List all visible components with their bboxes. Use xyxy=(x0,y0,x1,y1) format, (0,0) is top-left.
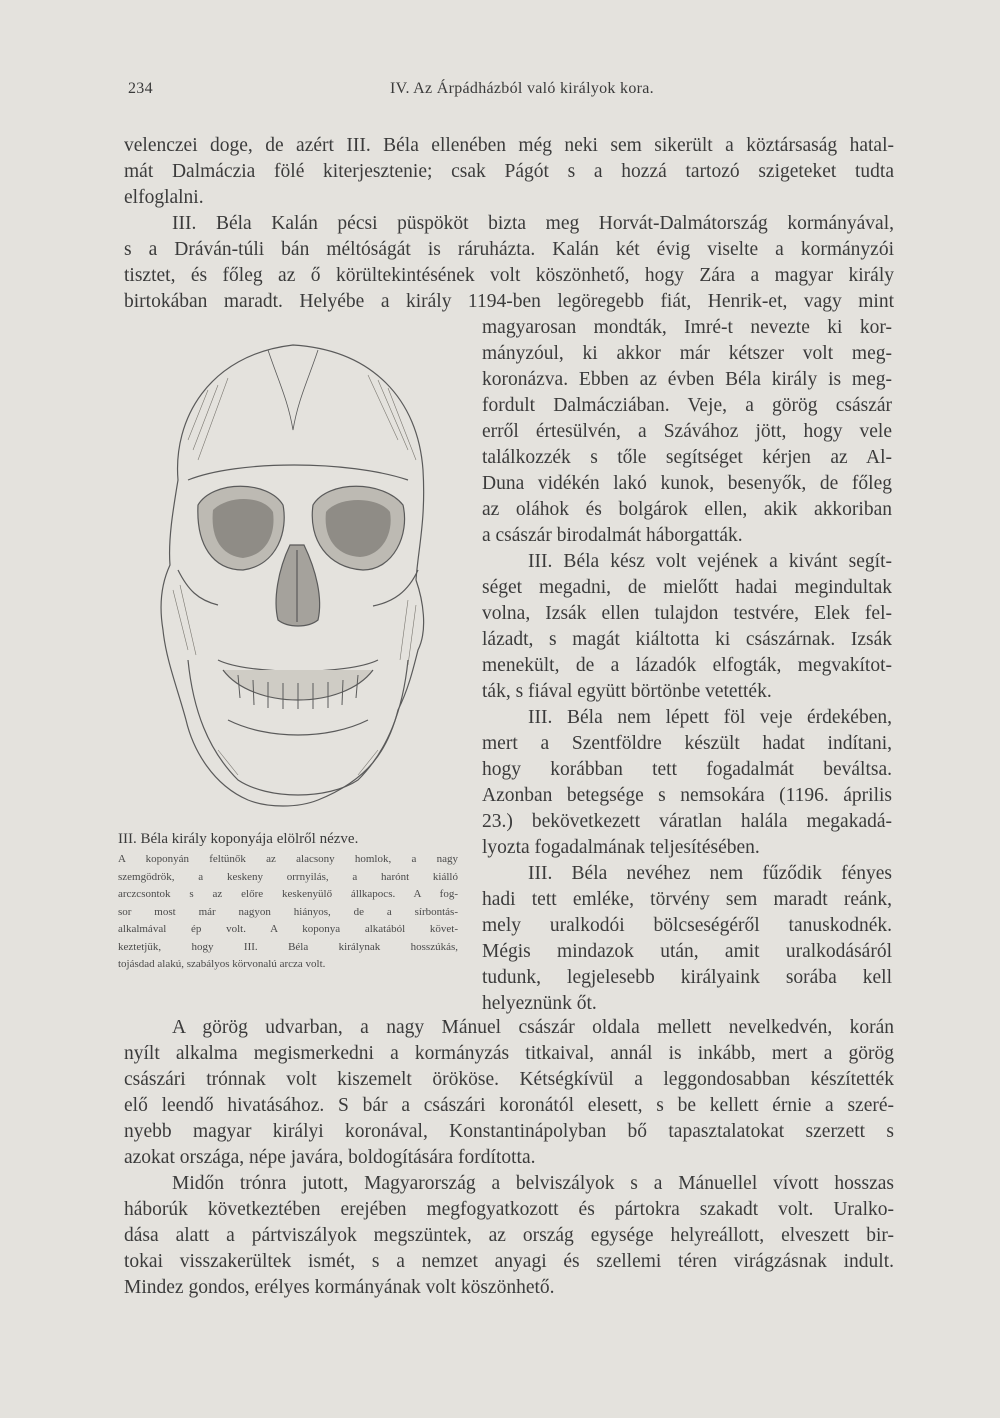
text-line: császári trónnak volt kiszemelt örököse. Kétségkívül a leggondosabban készítették xyxy=(124,1069,894,1090)
text-line: tudunk, legjelesebb királyaink sorába kell xyxy=(482,967,892,988)
caption-line: szemgödrök, a keskeny orrnyilás, a harónt kiálló xyxy=(118,870,458,883)
text-line: mert a Szentföldre készült hadat indítani, xyxy=(482,733,892,754)
text-line: birtokában maradt. Helyébe a király 1194-ben legöregebb fiát, Henrik-et, vagy mint xyxy=(124,291,894,312)
text-line: erről értesülvén, a Szávához jött, hogy vele xyxy=(482,421,892,442)
figure-caption-title: III. Béla király koponyája elölről nézve. xyxy=(118,831,359,847)
text-line: Mindez gondos, erélyes kormányának volt köszönhető. xyxy=(124,1277,555,1298)
text-line: nyílt alkalma megismerkedni a kormányzás titkaival, annál is inkább, mert a görög xyxy=(124,1043,894,1064)
text-line: volna, Izsák ellen tulajdon testvére, Elek fel- xyxy=(482,603,892,624)
caption-line: sor most már nagyon hiányos, de a sírbontás- xyxy=(118,905,458,918)
caption-line: keztetjük, hogy III. Béla királynak hosszúkás, xyxy=(118,940,458,953)
text-line: háborúk következtében erejében megfogyatkozott és pártokra szakadt volt. Uralko- xyxy=(124,1199,894,1220)
text-line: menekült, de a lázadók elfogták, megvakítot- xyxy=(482,655,892,676)
skull-illustration xyxy=(118,330,468,830)
text-line: ták, s fiával együtt börtönbe vetették. xyxy=(482,681,772,702)
text-line: Mégis mindazok után, amit uralkodásáról xyxy=(482,941,892,962)
caption-line: tojásdad alakú, szabályos körvonalú arcza volt. xyxy=(118,958,326,970)
text-line: azokat országa, népe javára, boldogítására fordította. xyxy=(124,1147,536,1168)
text-line: elfoglalni. xyxy=(124,187,204,208)
text-line: Duna vidékén lakó kunok, besenyők, de főleg xyxy=(482,473,892,494)
text-line: az oláhok és bolgárok ellen, akik akkoriban xyxy=(482,499,892,520)
skull-drawing xyxy=(118,330,468,830)
text-line: Azonban betegsége s nemsokára (1196. április xyxy=(482,785,892,806)
text-line: tisztet, és főleg az ő körültekintésének volt köszönhető, hogy Zára a magyar király xyxy=(124,265,894,286)
text-line: magyarosan mondták, Imré-t nevezte ki kor- xyxy=(482,317,892,338)
text-line: séget megadni, de mielőtt hadai megindultak xyxy=(482,577,892,598)
text-line: nyebb magyar királyi koronával, Konstantinápolyban bő tapasztalatokat szerzett s xyxy=(124,1121,894,1142)
text-line: III. Béla nevéhez nem fűződik fényes xyxy=(528,863,892,884)
text-line: III. Béla nem lépett föl veje érdekében, xyxy=(528,707,892,728)
text-line: mányzóul, ki akkor már kétszer volt meg- xyxy=(482,343,892,364)
text-line: dása alatt a pártviszályok megszüntek, az ország egysége helyreállott, elveszett bir- xyxy=(124,1225,894,1246)
text-line: Midőn trónra jutott, Magyarország a belviszályok s a Mánuellel vívott hosszas xyxy=(172,1173,894,1194)
text-line: mát Dalmáczia fölé kiterjesztenie; csak Págót s a hozzá tartozó szigeteket tudta xyxy=(124,161,894,182)
text-line: helyeznünk őt. xyxy=(482,993,597,1014)
caption-line: arczcsontok s az előre keskenyülő állkapocs. A fog- xyxy=(118,888,458,900)
text-line: koronázva. Ebben az évben Béla király is meg- xyxy=(482,369,892,390)
text-line: fordult Dalmácziában. Veje, a görög császár xyxy=(482,395,892,416)
text-line: találkozzék s tőle segítséget kérjen az Al- xyxy=(482,447,892,468)
text-line: mely uralkodói bölcseségéről tanuskodnék. xyxy=(482,915,892,936)
page-header xyxy=(128,80,896,104)
page-number: 234 xyxy=(128,80,153,97)
caption-line: A koponyán feltünők az alacsony homlok, a nagy xyxy=(118,853,458,865)
text-line: III. Béla Kalán pécsi püspököt bizta meg Horvát-Dalmátország kormányával, xyxy=(172,213,894,234)
text-line: lyozta fogadalmának teljesítésében. xyxy=(482,837,760,858)
figure-caption xyxy=(118,851,458,974)
text-line: s a Dráván-túli bán méltóságát is ráruházta. Kalán két évig viselte a kormányzói xyxy=(124,239,894,260)
text-line: A görög udvarban, a nagy Mánuel császár oldala mellett nevelkedvén, korán xyxy=(172,1017,894,1038)
text-line: lázadt, s magát kiáltotta ki császárnak. Izsák xyxy=(482,629,892,650)
text-line: III. Béla kész volt vejének a kivánt segít- xyxy=(528,551,892,572)
caption-line: alkalmával ép volt. A koponya alkatából követ- xyxy=(118,923,458,935)
text-line: tokai visszakerültek ismét, s a nemzet anyagi és szellemi téren virágzásnak indult. xyxy=(124,1251,894,1272)
text-line: hadi tett emléke, törvény sem maradt reánk, xyxy=(482,889,892,910)
text-line: velenczei doge, de azért III. Béla ellenében még neki sem sikerült a köztársaság hatal- xyxy=(124,135,894,156)
text-line: hogy korábban tett fogadalmát beváltsa. xyxy=(482,759,892,780)
text-line: 23.) bekövetkezett váratlan halála megakadá- xyxy=(482,811,892,832)
text-line: a császár birodalmát háborgatták. xyxy=(482,525,743,546)
text-line: elő leendő hivatásához. S bár a császári koronától elesett, s be kellett érnie a szeré- xyxy=(124,1095,894,1116)
running-title: IV. Az Árpádházból való királyok kora. xyxy=(390,80,654,97)
